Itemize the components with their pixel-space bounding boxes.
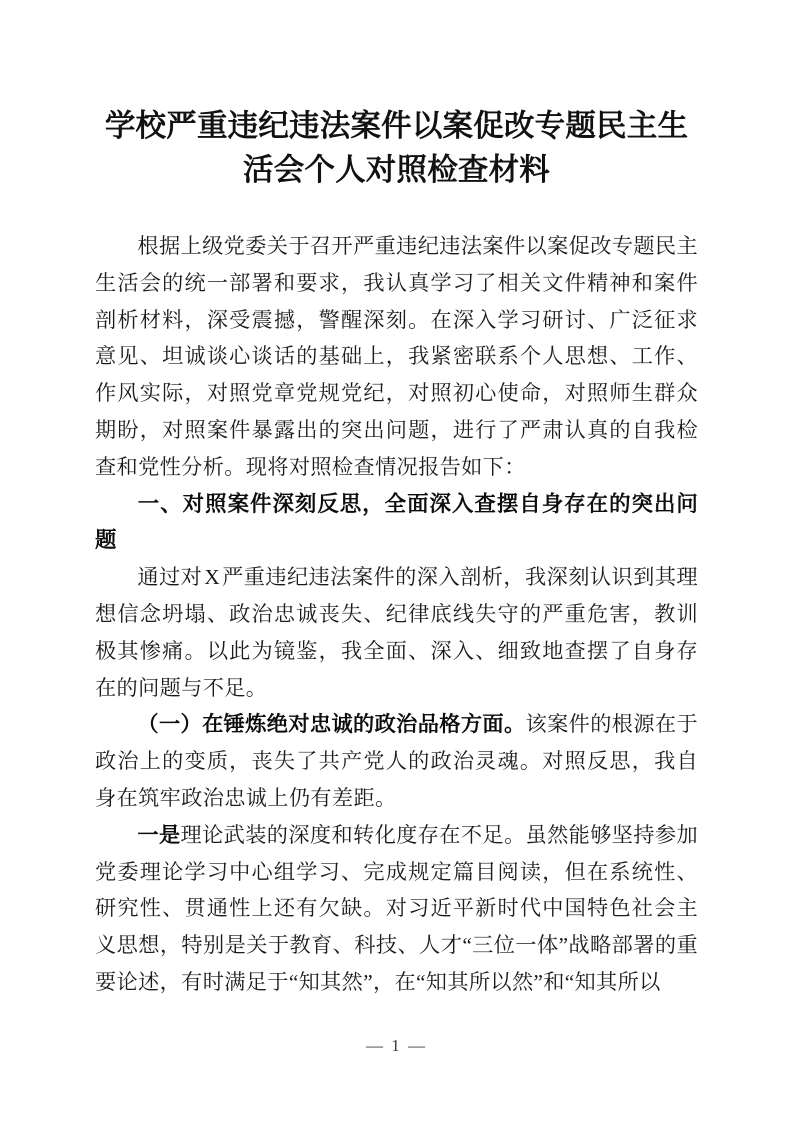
subsection-one-body: 该案件的根源在于政治上的变质，丧失了共产党人的政治灵魂。对照反思，我自身在筑牢政治忠诚上仍有差距。 [95,712,698,810]
subsection-one-paragraph [95,706,698,816]
section-one-lead-paragraph [95,559,698,706]
page-title: 学校严重违纪违法案件以案促改专题民主生活会个人对照检查材料 [104,109,689,187]
intro-paragraph: 根据上级党委关于召开严重违纪违法案件以案促改专题民主生活会的统一部署和要求，我认真学习了相关文件精神和案件剖析材料，深受震撼，警醒深刻。在深入学习研讨、广泛征求意见、坦诚谈心谈话的基础上，我紧密联系个人思想、工作、作风实际，对照党章党规党纪，对照初心使命，对照师生群众期盼，对照案件暴露出的突出问题，进行了严肃认真的自我检查和党性分析。现将对照检查情况报告如下： [95,234,698,479]
page-footer: — 1 — [366,1036,427,1055]
case-code-letter: X [204,565,220,590]
document-body [95,0,698,1001]
point-one-label: 一是 [137,822,181,847]
point-one-paragraph [95,817,698,1001]
subsection-one-label: （一）在锤炼绝对忠诚的政治品格方面。 [137,712,526,737]
point-one-body: 理论武装的深度和转化度存在不足。虽然能够坚持参加党委理论学习中心组学习、完成规定篇目阅读，但在系统性、研究性、贯通性上还有欠缺。对习近平新时代中国特色社会主义思想，特别是关于教育、科技、人才“三位一体”战略部署的重要论述，有时满足于“知其然”，在“知其所以然”和“知其所以 [95,822,699,994]
section-one-lead-text-after: 严重违纪违法案件的深入剖析，我深刻认识到其理想信念坍塌、政治忠诚丧失、纪律底线失守的严重危害，教训极其惨痛。以此为镜鉴，我全面、深入、细致地查摆了自身存在的问题与不足。 [95,565,698,700]
section-one-lead-text-before: 通过对 [137,565,203,590]
section-one-heading: 一、对照案件深刻反思，全面深入查摆自身存在的突出问题 [95,491,698,553]
